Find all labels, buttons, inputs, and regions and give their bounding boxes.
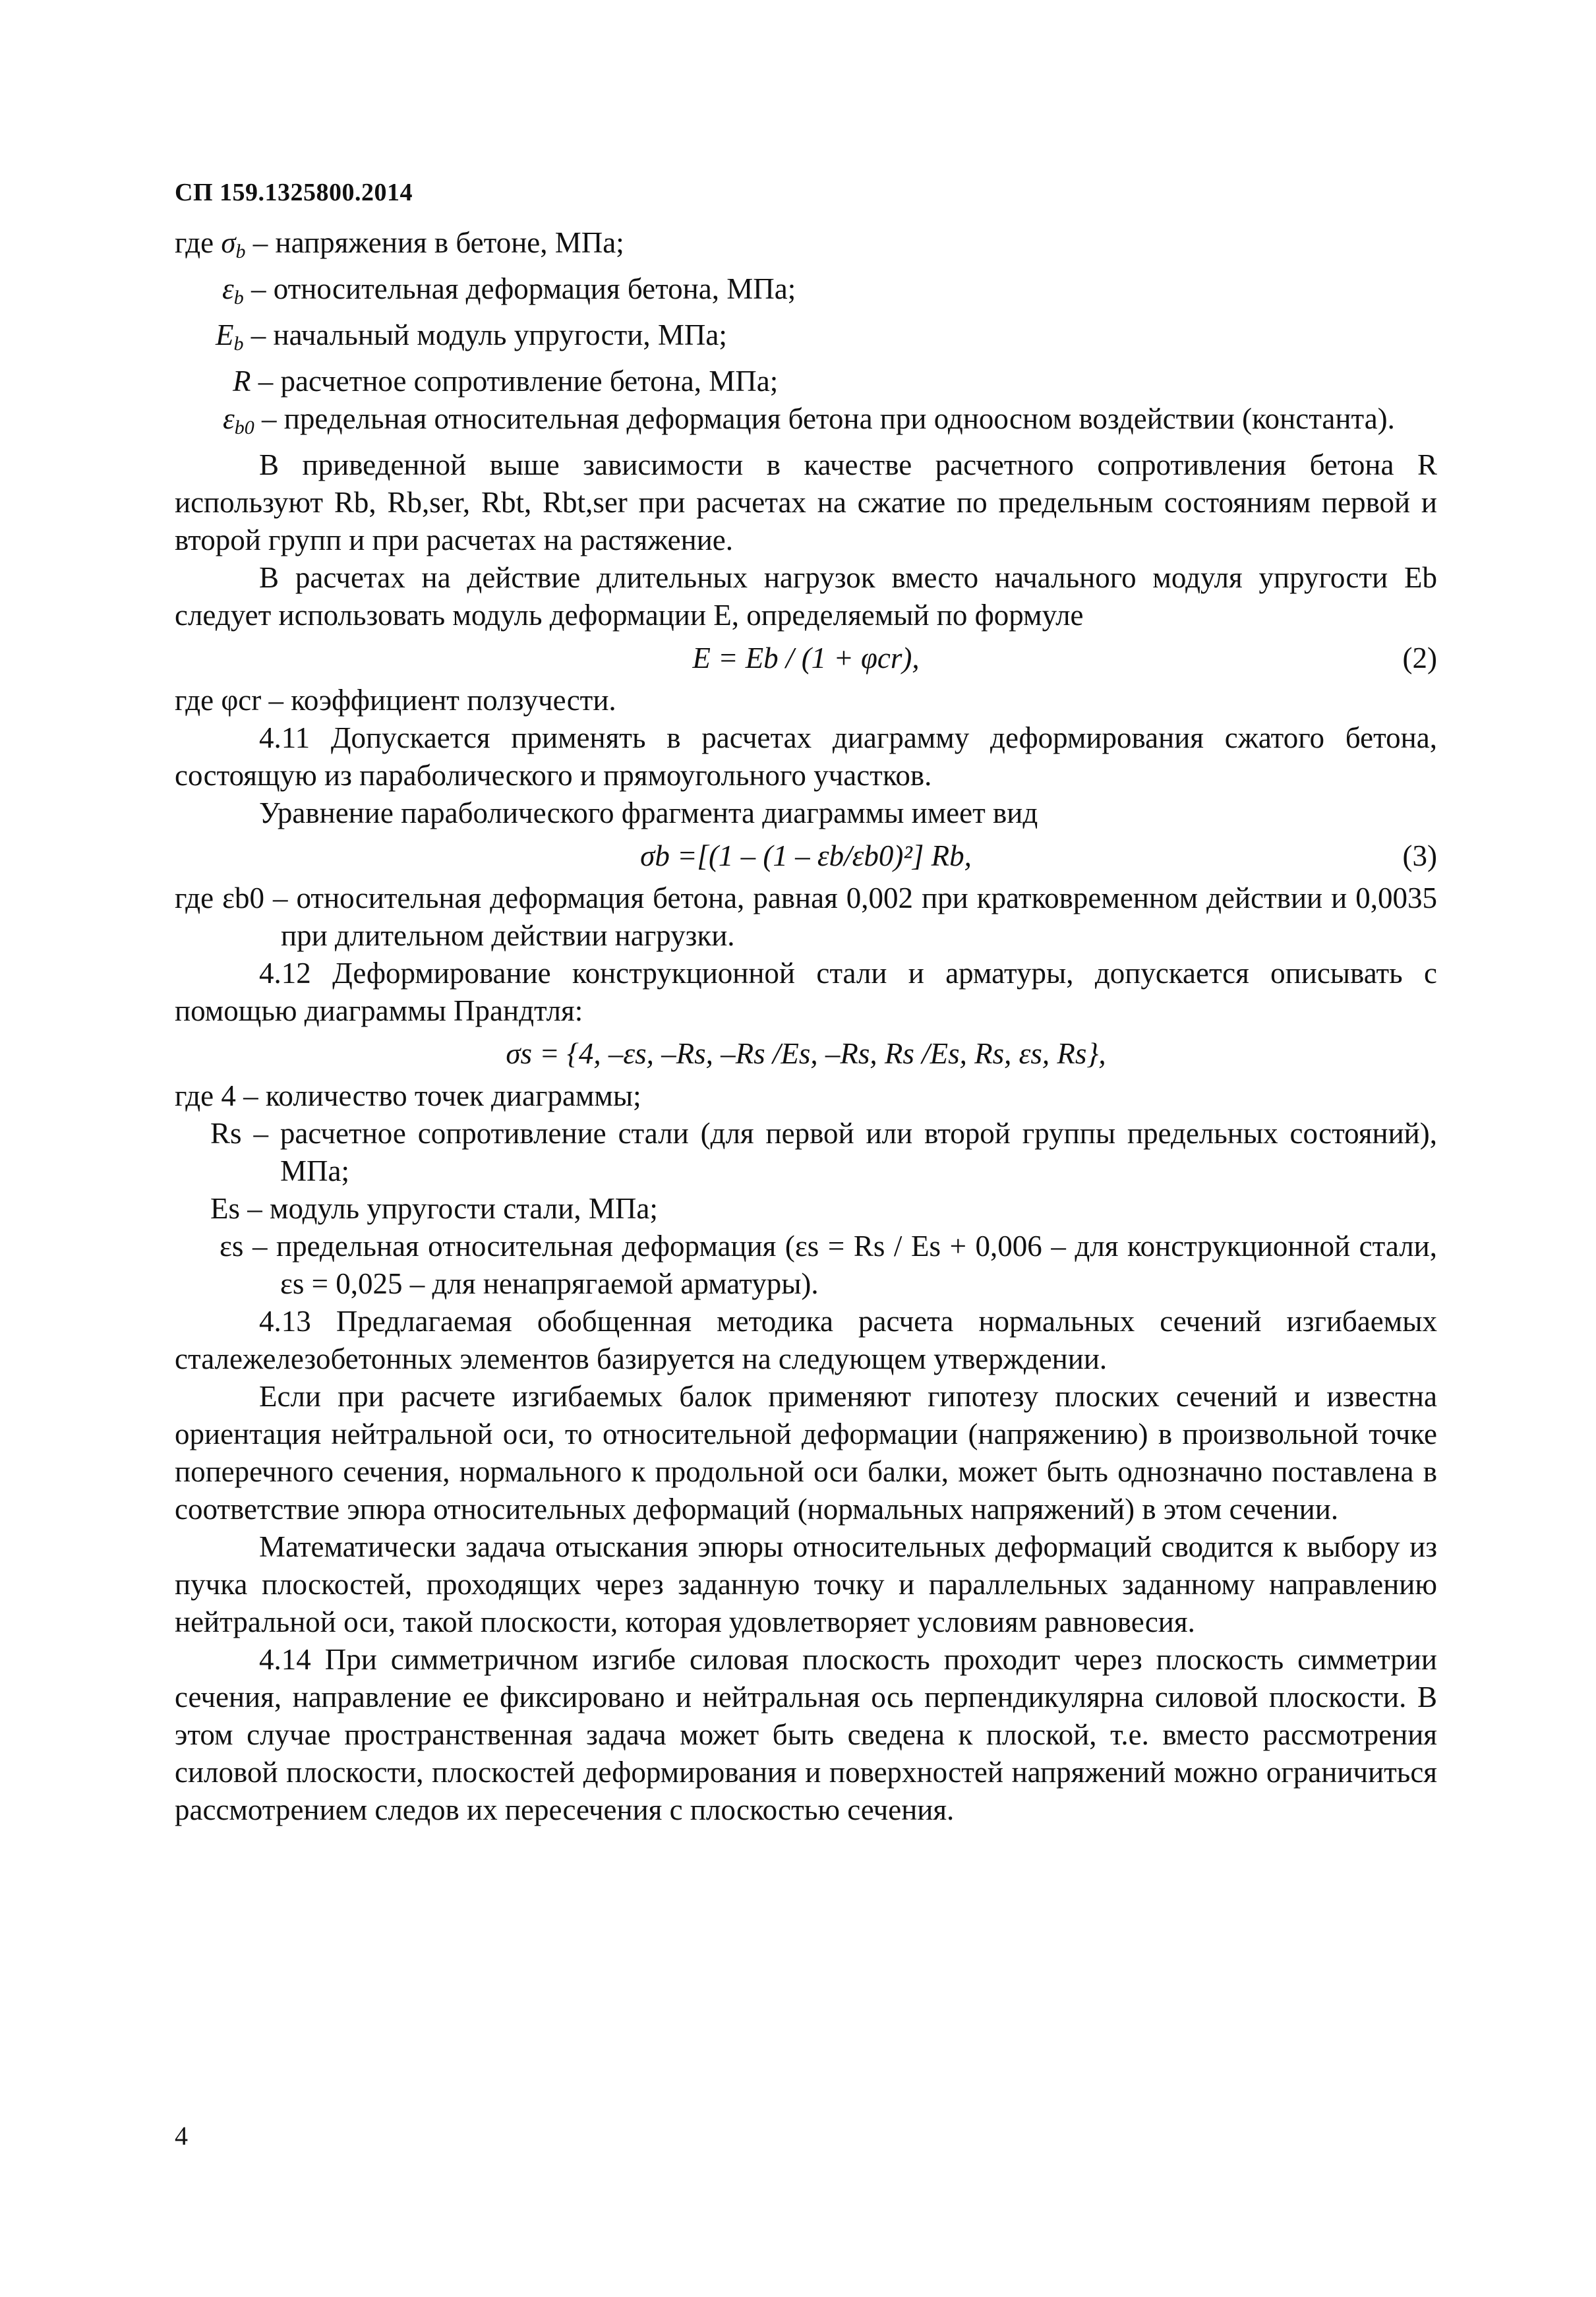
clause-4-11: 4.11 Допускается применять в расчетах диаграмму деформирования сжатого бетона, состоящую из параболического и прямоугольного участков. xyxy=(175,721,1437,792)
formula-2-expression: E = Eb / (1 + φcr), xyxy=(692,641,920,674)
definition-R: R – расчетное сопротивление бетона, МПа; xyxy=(233,365,779,398)
formula-3-number: (3) xyxy=(1402,839,1437,872)
page-number: 4 xyxy=(175,2121,188,2151)
paragraph-mathematical-problem: Математически задача отыскания эпюры относительных деформаций сводится к выбору из пучка плоскостей, проходящих через заданную точку и параллельных заданному направлению нейтральной оси, такой плоскости, которая удовлетворяет условиям равновесия. xyxy=(175,1530,1437,1638)
definition-eps-b0: $\varepsilon_{b0}$ – предельная относительная деформация бетона при одноосном воздействии (константа). xyxy=(223,402,1395,438)
formula-2 xyxy=(175,634,1437,682)
definition-E-b: $E_b$ – начальный модуль упругости, МПа; xyxy=(216,318,727,355)
document-page xyxy=(175,178,1437,1829)
document-code-header: СП 159.1325800.2014 xyxy=(175,179,413,206)
definitions-concrete xyxy=(175,224,1437,446)
clause-4-13: 4.13 Предлагаемая обобщенная методика расчета нормальных сечений изгибаемых сталежелезобетонных элементов базируется на следующем утверждении. xyxy=(175,1305,1437,1375)
definition-eps-s: εs – предельная относительная деформация (εs = Rs / Es + 0,006 – для конструкционной стали, εs = 0,025 – для ненапрягаемой арматуры). xyxy=(220,1230,1437,1300)
formula-2-number: (2) xyxy=(1402,641,1437,674)
formula-prandtl xyxy=(175,1030,1437,1077)
paragraph-design-resistance: В приведенной выше зависимости в качестве расчетного сопротивления бетона R используют Rb, Rb,ser, Rbt, Rbt,ser при расчетах на сжатие по предельным состояниям первой и второй групп и при расчетах на растяжение. xyxy=(175,448,1437,556)
definition-sigma-b: где $\sigma_b$ – напряжения в бетоне, МПа; xyxy=(175,226,624,262)
formula-3-expression: σb =[(1 – (1 – εb/εb0)²] Rb, xyxy=(640,839,972,872)
definition-points-count: где 4 – количество точек диаграммы; xyxy=(175,1079,641,1112)
definition-phi-cr: где φcr – коэффициент ползучести. xyxy=(175,684,616,717)
definition-eps-b0-values: где εb0 – относительная деформация бетона, равная 0,002 при кратковременном действии и 0,0035 при длительном действии нагрузки. xyxy=(175,881,1437,952)
definition-eps-b: $\varepsilon_b$ – относительная деформация бетона, МПа; xyxy=(222,272,796,309)
paragraph-plane-sections-hypothesis: Если при расчете изгибаемых балок применяют гипотезу плоских сечений и известна ориентация нейтральной оси, то относительной деформации (напряжению) в произвольной точке поперечного сечения, нормального к продольной оси балки, может быть однозначно поставлена в соответствие эпюра относительных деформаций (нормальных напряжений) в этом сечении. xyxy=(175,1380,1437,1526)
definitions-steel xyxy=(175,1077,1437,1303)
clause-4-12: 4.12 Деформирование конструкционной стали и арматуры, допускается описывать с помощью диаграммы Прандтля: xyxy=(175,957,1437,1027)
paragraph-parabolic-equation: Уравнение параболического фрагмента диаграммы имеет вид xyxy=(259,796,1038,829)
clause-4-14: 4.14 При симметричном изгибе силовая плоскость проходит через плоскость симметрии сечения, направление ее фиксировано и нейтральная ось перпендикулярна силовой плоскости. В этом случае пространственная задача может быть сведена к плоской, т.е. вместо рассмотрения силовой плоскости, плоскостей деформирования и поверхностей напряжений можно ограничиться рассмотрением следов их пересечения с плоскостью сечения. xyxy=(175,1643,1437,1826)
formula-prandtl-expression: σs = {4, –εs, –Rs, –Rs /Es, –Rs, Rs /Es, Rs, εs, Rs}, xyxy=(506,1037,1106,1070)
definition-E-s: Es – модуль упругости стали, МПа; xyxy=(210,1192,658,1225)
formula-3 xyxy=(175,832,1437,880)
paragraph-long-term-loads: В расчетах на действие длительных нагрузок вместо начального модуля упругости Eb следует использовать модуль деформации E, определяемый по формуле xyxy=(175,561,1437,632)
definition-R-s: Rs – расчетное сопротивление стали (для первой или второй группы предельных состояний), МПа; xyxy=(210,1117,1437,1187)
